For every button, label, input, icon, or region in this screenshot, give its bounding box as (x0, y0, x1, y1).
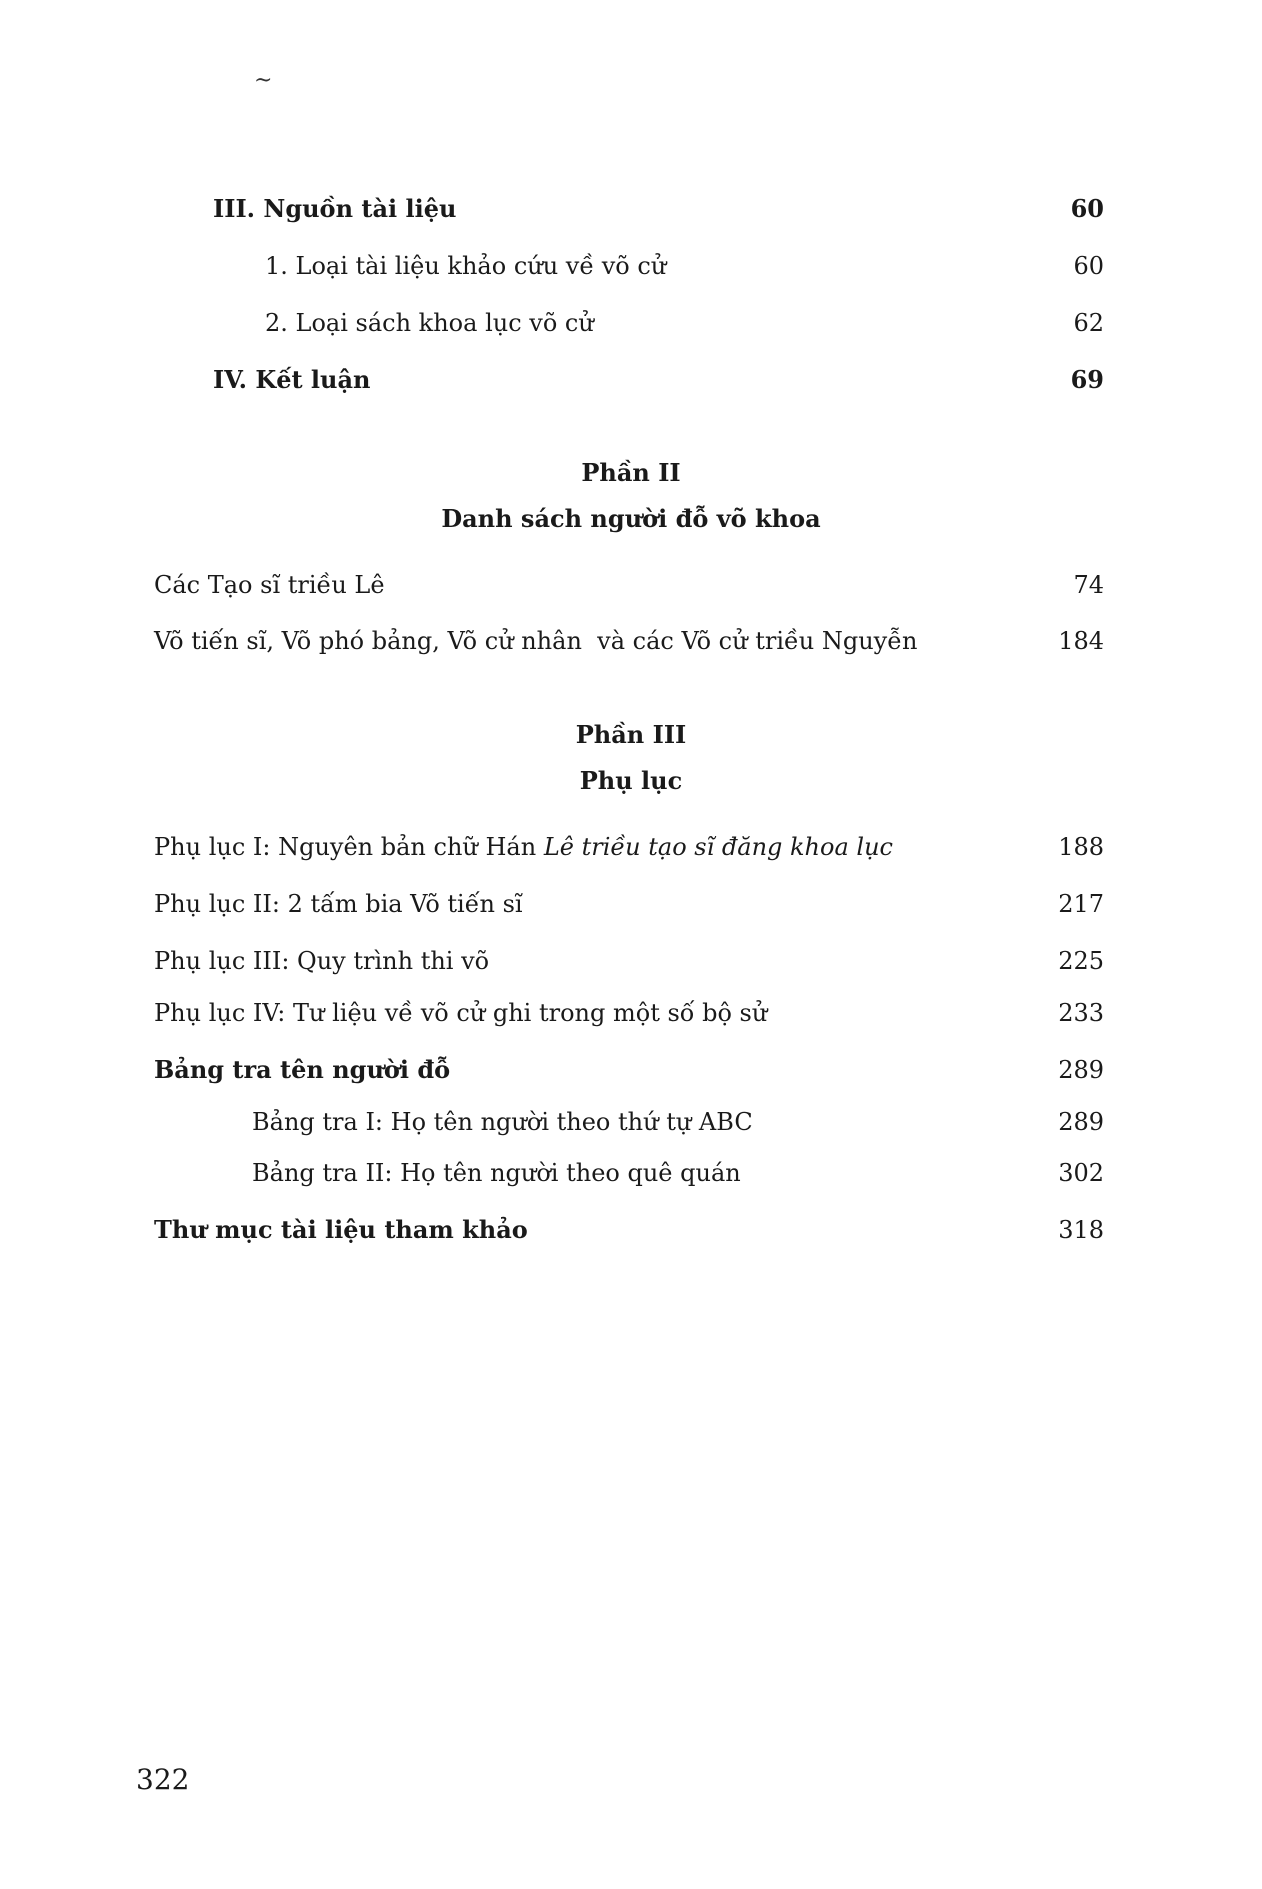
toc-entry-label: Phụ lục II: 2 tấm bia Võ tiến sĩ (154, 890, 523, 918)
toc-entry-label: Phụ lục IV: Tư liệu về võ cử ghi trong một số bộ sử (154, 999, 768, 1027)
toc-entry-page: 318 (1058, 1216, 1104, 1244)
toc-entry-label: Bảng tra II: Họ tên người theo quê quán (252, 1159, 741, 1187)
toc-entry (154, 993, 1104, 1033)
toc-entry (265, 246, 1104, 286)
toc-entry-label: Thư mục tài liệu tham khảo (154, 1215, 528, 1244)
toc-entry-page: 69 (1070, 365, 1104, 394)
toc-entry-label: Bảng tra tên người đỗ (154, 1055, 451, 1084)
toc-entry (154, 884, 1104, 924)
toc-entry (265, 303, 1104, 343)
toc-entry (213, 360, 1104, 400)
toc-entry-page: 233 (1058, 999, 1104, 1027)
toc-entry-label: III. Nguồn tài liệu (213, 194, 457, 223)
toc-entry-label: 1. Loại tài liệu khảo cứu về võ cử (265, 252, 667, 280)
toc-entry-page: 225 (1058, 947, 1104, 975)
part-subtitle: Danh sách người đỗ võ khoa (441, 504, 821, 533)
toc-entry (252, 1102, 1104, 1142)
part-title: Phần III (575, 720, 687, 749)
toc-entry-page: 62 (1073, 309, 1104, 337)
toc-entry-page: 302 (1058, 1159, 1104, 1187)
toc-entry (154, 621, 1104, 661)
toc-entry-label: Bảng tra I: Họ tên người theo thứ tự ABC (252, 1108, 753, 1136)
toc-entry (154, 827, 1104, 867)
toc-entry (154, 1050, 1104, 1090)
toc-entry (213, 189, 1104, 229)
toc-entry-label: Võ tiến sĩ, Võ phó bảng, Võ cử nhân và các Võ cử triều Nguyễn (154, 627, 918, 655)
toc-entry-page: 289 (1058, 1056, 1104, 1084)
toc-entry-label: Các Tạo sĩ triều Lê (154, 571, 385, 599)
toc-entry (154, 565, 1104, 605)
toc-entry-label-text: Phụ lục I: Nguyên bản chữ Hán (154, 833, 544, 861)
toc-entry-page: 74 (1073, 571, 1104, 599)
toc-entry-page: 217 (1058, 890, 1104, 918)
toc-entry-page: 184 (1058, 627, 1104, 655)
toc-entry (154, 1210, 1104, 1250)
toc-entry-label (154, 827, 893, 867)
toc-entry-label: Phụ lục III: Quy trình thi võ (154, 947, 490, 975)
page-number: 322 (136, 1763, 190, 1796)
tilde-mark: ~ (254, 68, 273, 93)
toc-entry-page: 60 (1073, 252, 1104, 280)
toc-entry (252, 1153, 1104, 1193)
toc-entry-label: 2. Loại sách khoa lục võ cử (265, 309, 594, 337)
part-subtitle: Phụ lục (579, 766, 683, 795)
toc-entry-label: IV. Kết luận (213, 365, 371, 394)
toc-entry-page: 289 (1058, 1108, 1104, 1136)
toc-entry (154, 941, 1104, 981)
toc-entry-page: 188 (1058, 833, 1104, 861)
part-title: Phần II (581, 458, 681, 487)
toc-entry-label-italic: Lê triều tạo sĩ đăng khoa lục (543, 833, 893, 861)
toc-entry-page: 60 (1070, 194, 1104, 223)
